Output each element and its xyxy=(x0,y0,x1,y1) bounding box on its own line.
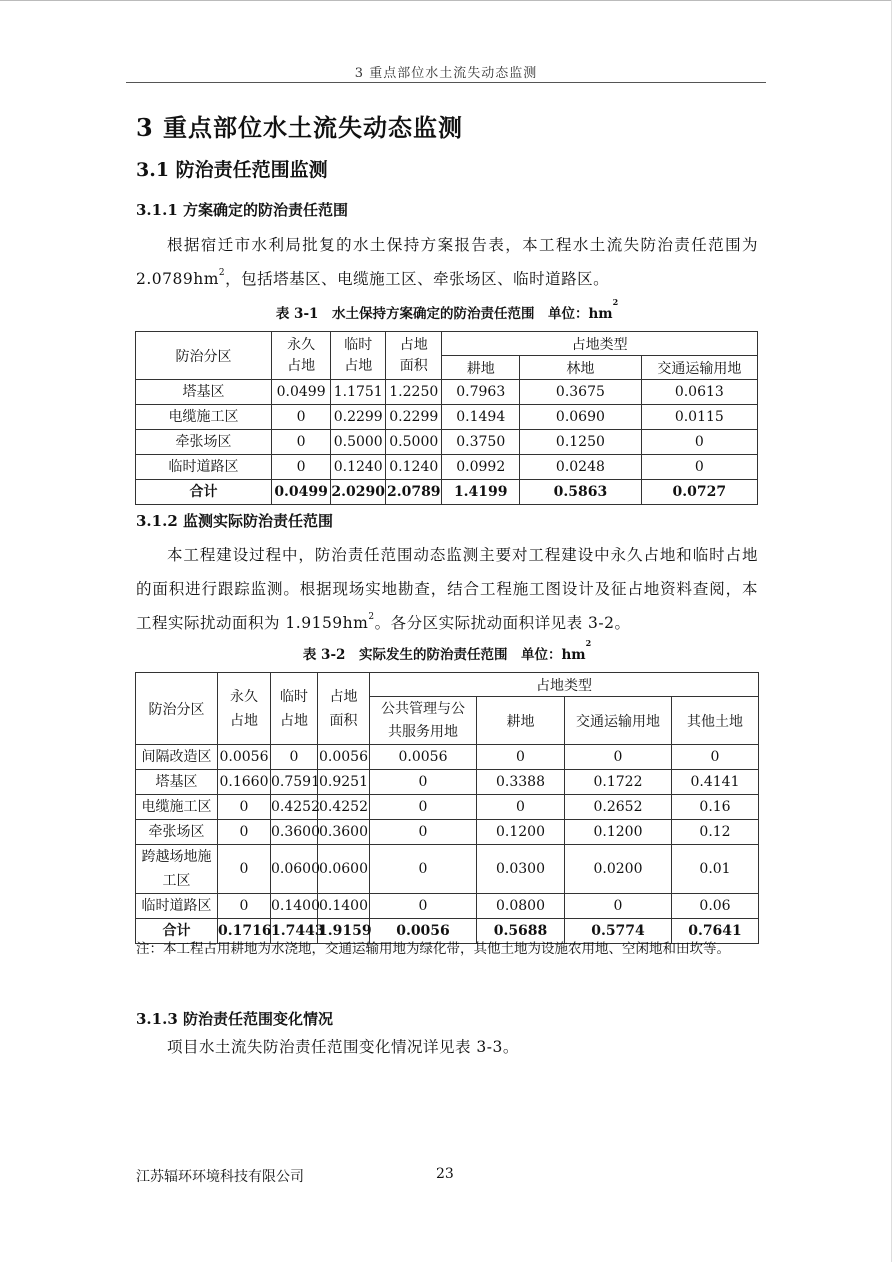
value-cell: 0.0499 xyxy=(272,380,331,405)
value-cell: 0.0056 xyxy=(370,919,477,944)
zone-cell: 塔基区 xyxy=(136,770,218,795)
zone-cell: 牵张场区 xyxy=(136,430,272,455)
value-cell: 0.0300 xyxy=(477,845,565,894)
value-cell: 0 xyxy=(370,820,477,845)
col-header-temporary: 临时 占地 xyxy=(331,332,386,380)
value-cell: 0.0600 xyxy=(318,845,370,894)
value-cell: 0 xyxy=(271,745,318,770)
value-cell: 0.1250 xyxy=(520,430,641,455)
paragraph-actual-scope xyxy=(136,538,758,640)
value-cell: 0 xyxy=(218,894,271,919)
col-header-land-type: 占地类型 xyxy=(370,673,759,697)
value-cell: 0 xyxy=(218,795,271,820)
value-cell: 0.1240 xyxy=(331,455,386,480)
value-cell: 0.0613 xyxy=(641,380,757,405)
value-cell: 0.0056 xyxy=(370,745,477,770)
value-cell: 0.0690 xyxy=(520,405,641,430)
table-header-row xyxy=(136,332,758,356)
value-cell: 0 xyxy=(370,770,477,795)
value-cell: 1.2250 xyxy=(386,380,442,405)
value-cell: 0.3600 xyxy=(271,820,318,845)
table-row xyxy=(136,894,759,919)
chapter-title: 3 重点部位水土流失动态监测 xyxy=(136,113,464,142)
value-cell: 0.3675 xyxy=(520,380,641,405)
table-row xyxy=(136,770,759,795)
value-cell: 0.3600 xyxy=(318,820,370,845)
zone-cell: 塔基区 xyxy=(136,380,272,405)
value-cell: 0.7641 xyxy=(672,919,759,944)
value-cell: 2.0789 xyxy=(386,480,442,505)
value-cell: 0 xyxy=(370,795,477,820)
table-row xyxy=(136,380,758,405)
value-cell: 0.1400 xyxy=(318,894,370,919)
value-cell: 0.0727 xyxy=(641,480,757,505)
superscript: 2 xyxy=(612,297,619,307)
value-cell: 0.12 xyxy=(672,820,759,845)
value-cell: 0.9251 xyxy=(318,770,370,795)
col-header-transport: 交通运输用地 xyxy=(565,697,672,745)
table-3-1-caption-text: 表 3-1 水土保持方案确定的防治责任范围 单位：hm xyxy=(275,306,613,322)
table-total-row xyxy=(136,480,758,505)
value-cell: 0 xyxy=(370,894,477,919)
value-cell: 0 xyxy=(218,845,271,894)
table-header-row xyxy=(136,673,759,697)
value-cell: 0.0056 xyxy=(218,745,271,770)
paragraph-plan-scope-tail: ，包括塔基区、电缆施工区、牵张场区、临时道路区。 xyxy=(225,270,610,288)
value-cell: 0.1400 xyxy=(271,894,318,919)
value-cell: 0.1660 xyxy=(218,770,271,795)
col-header-other-land: 其他土地 xyxy=(672,697,759,745)
section-heading-3-1-1: 3.1.1 方案确定的防治责任范围 xyxy=(136,201,348,219)
col-header-permanent: 永久 占地 xyxy=(272,332,331,380)
table-row xyxy=(136,820,759,845)
value-cell: 0 xyxy=(272,405,331,430)
value-cell: 0.1200 xyxy=(477,820,565,845)
superscript: 2 xyxy=(585,638,592,648)
zone-cell: 电缆施工区 xyxy=(136,795,218,820)
value-cell: 0.1722 xyxy=(565,770,672,795)
value-cell: 0.1240 xyxy=(386,455,442,480)
value-cell: 0.4252 xyxy=(271,795,318,820)
value-cell: 1.7443 xyxy=(271,919,318,944)
zone-cell: 牵张场区 xyxy=(136,820,218,845)
col-header-public-land: 公共管理与公 共服务用地 xyxy=(370,697,477,745)
paragraph-plan-scope xyxy=(136,228,758,296)
page-number: 23 xyxy=(436,1166,454,1182)
superscript: 2 xyxy=(368,612,375,622)
value-cell: 0.0200 xyxy=(565,845,672,894)
value-cell: 0 xyxy=(370,845,477,894)
value-cell: 0.0056 xyxy=(318,745,370,770)
value-cell: 0.5863 xyxy=(520,480,641,505)
col-header-forest: 林地 xyxy=(520,356,641,380)
col-header-area: 占地 面积 xyxy=(386,332,442,380)
table-3-2-caption-text: 表 3-2 实际发生的防治责任范围 单位：hm xyxy=(302,647,586,663)
page-border-top xyxy=(0,0,891,1)
zone-cell: 合计 xyxy=(136,480,272,505)
value-cell: 0.2652 xyxy=(565,795,672,820)
value-cell: 0.0992 xyxy=(442,455,520,480)
value-cell: 0 xyxy=(477,745,565,770)
table-row xyxy=(136,745,759,770)
value-cell: 0.06 xyxy=(672,894,759,919)
value-cell: 0.3388 xyxy=(477,770,565,795)
col-header-zone: 防治分区 xyxy=(136,673,218,745)
value-cell: 1.1751 xyxy=(331,380,386,405)
value-cell: 0 xyxy=(272,430,331,455)
zone-cell: 合计 xyxy=(136,919,218,944)
value-cell: 0.1716 xyxy=(218,919,271,944)
col-header-cropland: 耕地 xyxy=(477,697,565,745)
col-header-land-type: 占地类型 xyxy=(442,332,758,356)
table-row xyxy=(136,430,758,455)
value-cell: 0.0115 xyxy=(641,405,757,430)
value-cell: 0.1200 xyxy=(565,820,672,845)
table-row xyxy=(136,455,758,480)
value-cell: 0 xyxy=(565,745,672,770)
paragraph-plan-scope-text: 根据宿迁市水利局批复的水土保持方案报告表，本工程水土流失防治责任范围为 2.0789hm xyxy=(136,236,758,288)
value-cell: 0.3750 xyxy=(442,430,520,455)
table-row xyxy=(136,405,758,430)
value-cell: 0.1494 xyxy=(442,405,520,430)
table-row xyxy=(136,795,759,820)
footer-company: 江苏辐环环境科技有限公司 xyxy=(136,1169,304,1185)
value-cell: 0 xyxy=(672,745,759,770)
col-header-cropland: 耕地 xyxy=(442,356,520,380)
table-row xyxy=(136,845,759,894)
value-cell: 0 xyxy=(272,455,331,480)
col-header-transport: 交通运输用地 xyxy=(641,356,757,380)
table-plan-responsibility-scope xyxy=(135,331,758,505)
table-actual-responsibility-scope xyxy=(135,672,759,944)
value-cell: 0.4141 xyxy=(672,770,759,795)
zone-cell: 跨越场地施 工区 xyxy=(136,845,218,894)
col-header-permanent: 永久 占地 xyxy=(218,673,271,745)
paragraph-scope-change: 项目水土流失防治责任范围变化情况详见表 3-3。 xyxy=(167,1038,519,1056)
value-cell: 0.2299 xyxy=(331,405,386,430)
table-3-2-caption xyxy=(136,638,758,663)
value-cell: 0 xyxy=(218,820,271,845)
paragraph-actual-scope-tail: 。各分区实际扰动面积详见表 3-2。 xyxy=(374,614,631,632)
section-heading-3-1: 3.1 防治责任范围监测 xyxy=(136,159,328,181)
superscript: 2 xyxy=(218,268,226,278)
value-cell: 0.7591 xyxy=(271,770,318,795)
value-cell: 0.4252 xyxy=(318,795,370,820)
value-cell: 0 xyxy=(477,795,565,820)
value-cell: 0.0248 xyxy=(520,455,641,480)
zone-cell: 临时道路区 xyxy=(136,894,218,919)
value-cell: 0.0800 xyxy=(477,894,565,919)
value-cell: 0 xyxy=(565,894,672,919)
col-header-temporary: 临时 占地 xyxy=(271,673,318,745)
col-header-zone: 防治分区 xyxy=(136,332,272,380)
header-rule xyxy=(126,82,766,83)
value-cell: 2.0290 xyxy=(331,480,386,505)
value-cell: 0.5000 xyxy=(386,430,442,455)
zone-cell: 临时道路区 xyxy=(136,455,272,480)
value-cell: 1.4199 xyxy=(442,480,520,505)
section-heading-3-1-3: 3.1.3 防治责任范围变化情况 xyxy=(136,1010,333,1028)
value-cell: 0 xyxy=(641,455,757,480)
value-cell: 0.0499 xyxy=(272,480,331,505)
running-header: 3 重点部位水土流失动态监测 xyxy=(354,66,538,81)
value-cell: 0.5774 xyxy=(565,919,672,944)
value-cell: 0.2299 xyxy=(386,405,442,430)
col-header-area: 占地 面积 xyxy=(318,673,370,745)
value-cell: 1.9159 xyxy=(318,919,370,944)
section-heading-3-1-2: 3.1.2 监测实际防治责任范围 xyxy=(136,512,333,530)
value-cell: 0.16 xyxy=(672,795,759,820)
value-cell: 0.5688 xyxy=(477,919,565,944)
value-cell: 0.7963 xyxy=(442,380,520,405)
value-cell: 0 xyxy=(641,430,757,455)
paragraph-actual-scope-text: 本工程建设过程中，防治责任范围动态监测主要对工程建设中永久占地和临时占地的面积进行跟踪监测。根据现场实地勘查，结合工程施工图设计及征占地资料查阅，本工程实际扰动面积为 1.9159hm xyxy=(136,546,758,632)
table-note: 注：本工程占用耕地为水浇地，交通运输用地为绿化带，其他土地为设施农用地、空闲地和田坎等。 xyxy=(136,941,730,957)
value-cell: 0.01 xyxy=(672,845,759,894)
table-3-1-caption xyxy=(136,297,758,322)
zone-cell: 间隔改造区 xyxy=(136,745,218,770)
value-cell: 0.0600 xyxy=(271,845,318,894)
value-cell: 0.5000 xyxy=(331,430,386,455)
zone-cell: 电缆施工区 xyxy=(136,405,272,430)
